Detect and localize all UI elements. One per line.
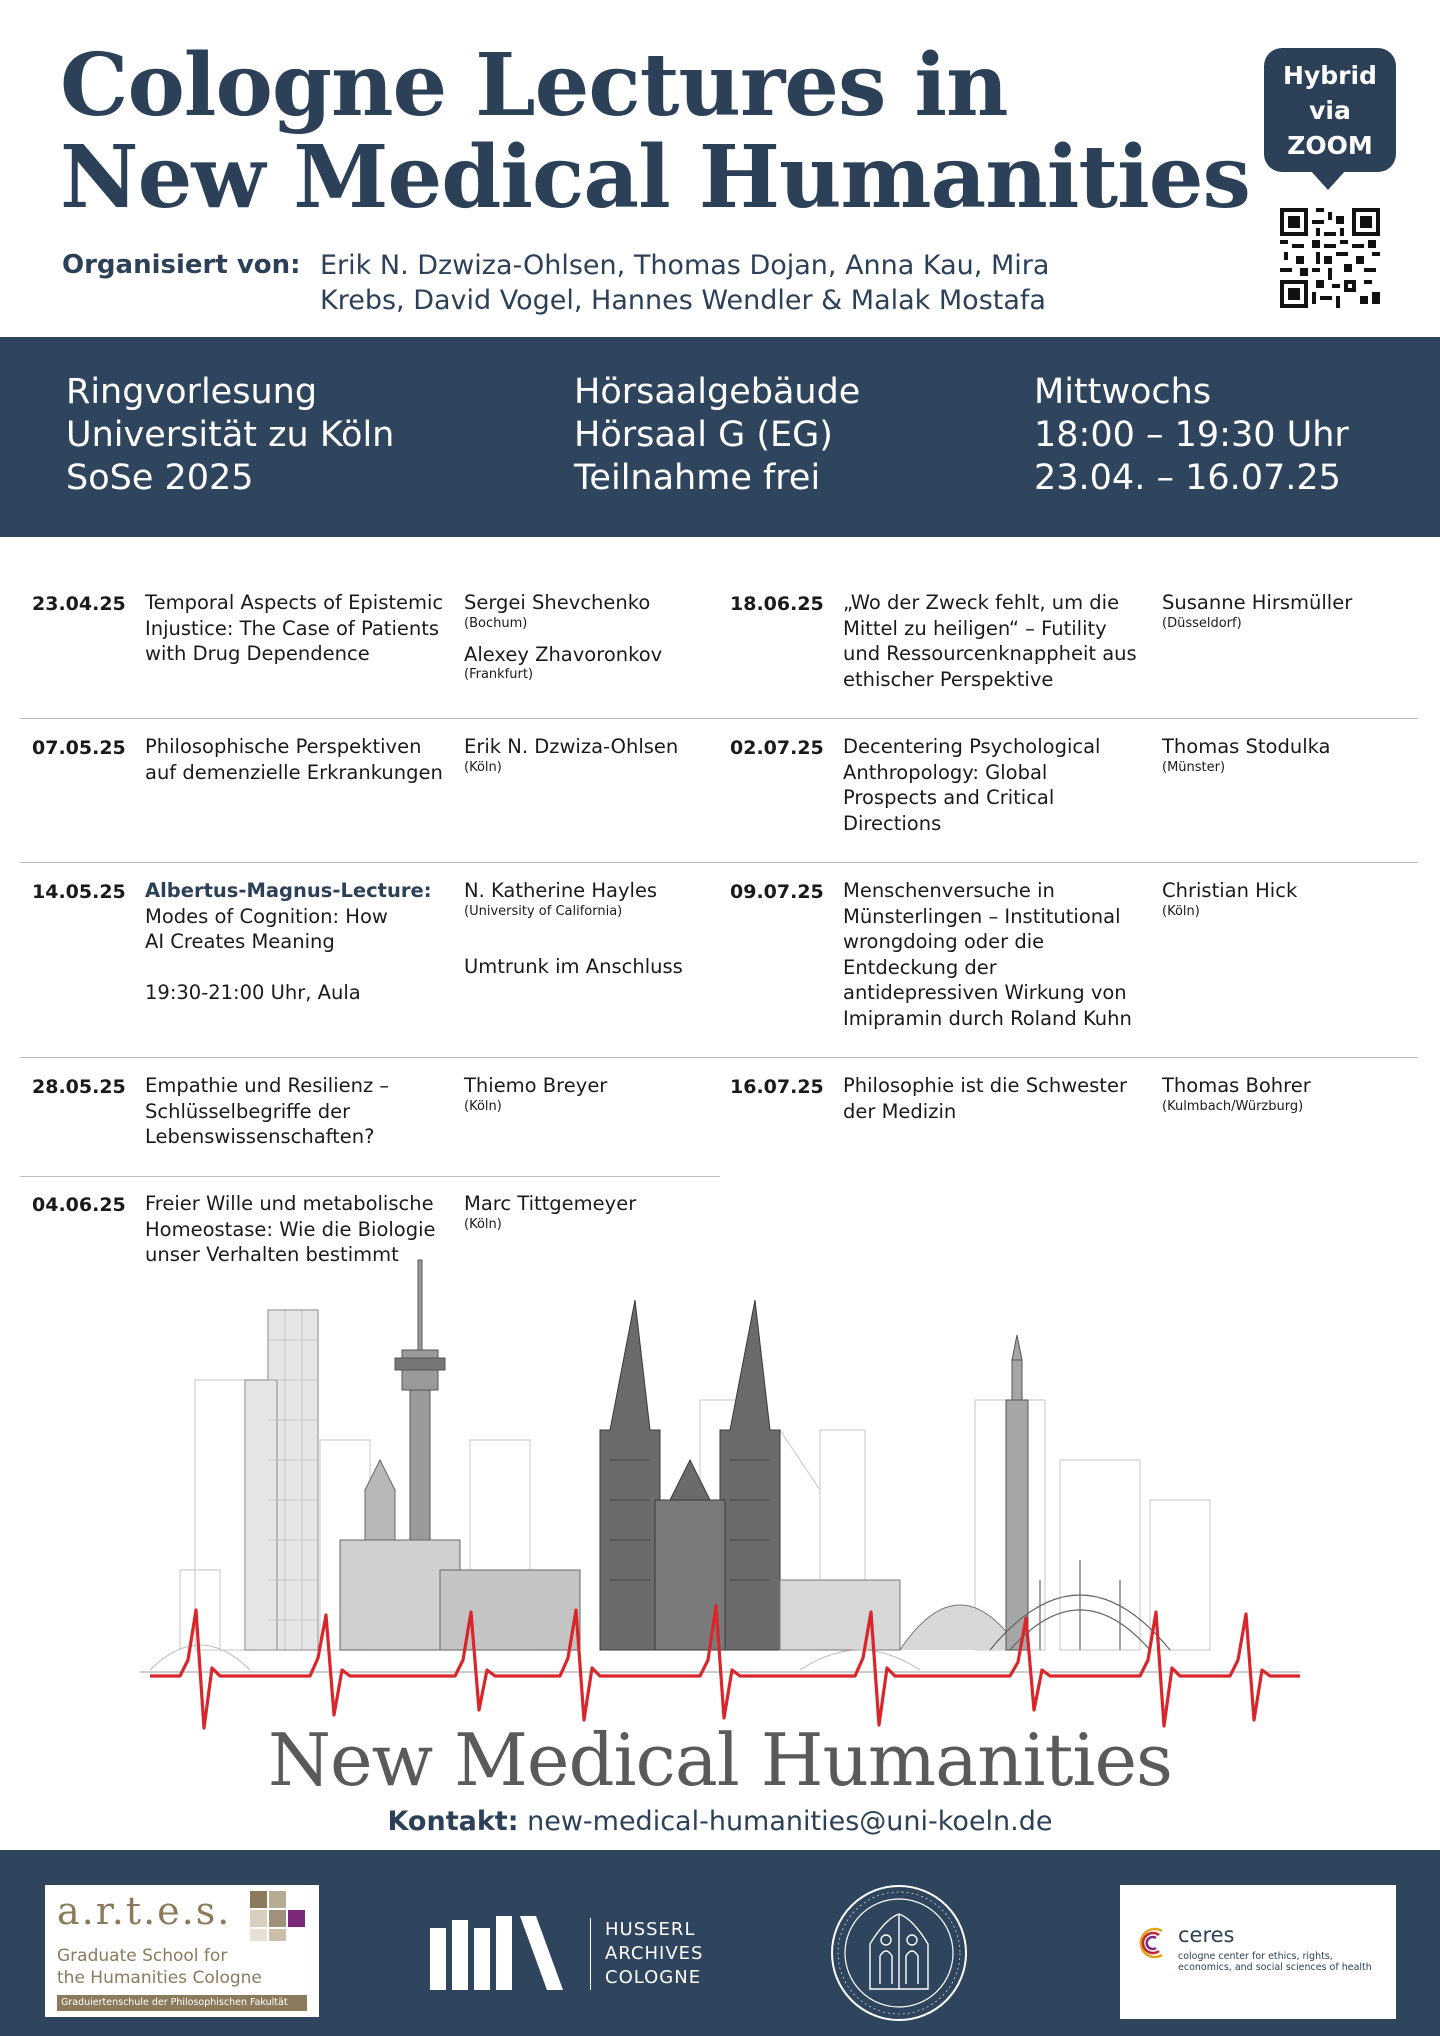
entry-date: 28.05.25	[32, 1076, 126, 1098]
ceres-name: ceres	[1178, 1923, 1235, 1947]
contact-email-link[interactable]: new-medical-humanities@uni-koeln.de	[527, 1806, 1053, 1837]
ceres-logo[interactable]	[1120, 1885, 1396, 2019]
artes-wordmark: a.r.t.e.s.	[57, 1889, 232, 1933]
entry-speakers	[464, 1191, 704, 1243]
husserl-archives-logo[interactable]	[590, 1918, 703, 1990]
ceres-rings-icon	[1132, 1923, 1172, 1963]
info-time-line: 23.04. – 16.07.25	[1034, 458, 1341, 498]
speaker-affiliation: (Kulmbach/Würzburg)	[1162, 1098, 1304, 1114]
badge-line-3: ZOOM	[1287, 130, 1373, 160]
husserl-books-icon	[428, 1914, 568, 1990]
speaker-name: N. Katherine Hayles	[464, 879, 658, 902]
artes-subtitle-line: Graduate School for	[57, 1946, 228, 1966]
speaker-name: Alexey Zhavoronkov	[464, 642, 663, 666]
info-location-line: Hörsaal G (EG)	[574, 415, 833, 455]
husserl-line: COLOGNE	[605, 1967, 702, 1988]
entry-date: 04.06.25	[32, 1194, 126, 1216]
info-series-line: SoSe 2025	[66, 458, 254, 498]
entry-date: 18.06.25	[730, 593, 824, 615]
entry-divider	[20, 1057, 720, 1058]
entry-divider	[720, 862, 1418, 863]
sponsor-footer	[0, 1850, 1440, 2036]
speaker-name: Thomas Bohrer	[1162, 1074, 1311, 1097]
info-location	[574, 371, 860, 500]
entry-speakers	[464, 734, 704, 786]
info-series-line: Universität zu Köln	[66, 415, 395, 455]
entry-speakers	[464, 590, 704, 693]
speaker-affiliation: (Bochum)	[464, 615, 528, 631]
contact-line	[0, 1806, 1440, 1837]
entry-speakers	[464, 1073, 704, 1125]
speaker-affiliation: (Frankfurt)	[464, 667, 534, 682]
entry-date: 07.05.25	[32, 737, 126, 759]
info-time-line: 18:00 – 19:30 Uhr	[1034, 415, 1349, 455]
speaker-name: Christian Hick	[1162, 879, 1298, 902]
organizers-label: Organisiert von:	[62, 250, 301, 280]
entry-date: 16.07.25	[730, 1076, 824, 1098]
entry-speakers	[1162, 590, 1382, 642]
info-location-line: Hörsaalgebäude	[574, 372, 861, 412]
speaker-name: Thomas Stodulka	[1162, 735, 1331, 758]
speaker-name: Susanne Hirsmüller	[1162, 591, 1353, 614]
speaker-affiliation: (Münster)	[1162, 759, 1226, 775]
title-line-1: Cologne Lectures in	[60, 35, 1008, 136]
entry-divider	[720, 718, 1418, 719]
entry-date: 14.05.25	[32, 881, 126, 903]
info-series-line: Ringvorlesung	[66, 372, 318, 412]
artes-squares-icon	[250, 1891, 310, 1943]
entry-title: Temporal Aspects of Epistemic Injustice: The Case of Patients with Drug Dependence	[145, 591, 444, 665]
entry-divider	[20, 718, 720, 719]
qr-code-icon[interactable]	[1280, 208, 1380, 308]
ceres-description: cologne center for ethics, rights, economics, and social sciences of health	[1178, 1951, 1372, 1973]
speaker-affiliation: (Köln)	[464, 759, 502, 775]
organizers-line-1: Erik N. Dzwiza-Ohlsen, Thomas Dojan, Anna Kau, Mira	[320, 250, 1050, 281]
entry-title: Modes of Cognition: How AI Creates Meaning	[145, 904, 388, 953]
artes-logo[interactable]	[45, 1885, 319, 2017]
entry-title: Decentering Psychological Anthropology: Global Prospects and Critical Directions	[843, 735, 1101, 835]
speaker-affiliation: (Köln)	[1162, 903, 1200, 919]
entry-speakers	[1162, 1073, 1382, 1125]
artes-subtitle	[57, 1945, 262, 1989]
artes-bar: Graduiertenschule der Philosophischen Fakultät	[57, 1995, 307, 2011]
husserl-line: HUSSERL	[605, 1919, 696, 1940]
university-seal-icon[interactable]	[830, 1884, 968, 2022]
info-series	[66, 371, 394, 500]
organizers-line-2: Krebs, David Vogel, Hannes Wendler & Malak Mostafa	[320, 285, 1046, 316]
info-band	[0, 337, 1440, 537]
entry-title: Philosophie ist die Schwester der Medizin	[843, 1074, 1127, 1123]
cologne-skyline-illustration	[140, 1240, 1300, 1740]
entry-speakers	[1162, 878, 1382, 930]
entry-title: „Wo der Zweck fehlt, um die Mittel zu heiligen“ – Futility und Ressourcenknappheit aus ethischer Perspektive	[843, 591, 1137, 691]
poster-title	[60, 35, 1250, 228]
entry-date: 09.07.25	[730, 881, 824, 903]
speaker-affiliation: (Düsseldorf)	[1162, 615, 1242, 631]
info-location-line: Teilnahme frei	[574, 458, 821, 498]
entry-divider	[20, 1176, 720, 1177]
badge-line-1: Hybrid	[1283, 60, 1377, 90]
entry-date: 23.04.25	[32, 593, 126, 615]
speaker-name: Sergei Shevchenko	[464, 591, 651, 614]
entry-title: Menschenversuche in Münsterlingen – Institutional wrongdoing oder die Entdeckung der antidepressiven Wirkung von Imipramin durch Roland Kuhn	[843, 879, 1132, 1030]
entry-note: 19:30-21:00 Uhr, Aula	[145, 980, 361, 1004]
speaker-affiliation: (Köln)	[464, 1216, 502, 1232]
entry-title-block	[145, 878, 445, 1005]
hybrid-zoom-badge	[1264, 48, 1396, 172]
entry-speakers	[1162, 734, 1382, 786]
speaker-affiliation: (Köln)	[464, 1098, 502, 1114]
speaker-name: Thiemo Breyer	[464, 1074, 608, 1097]
contact-label: Kontakt:	[387, 1806, 519, 1837]
speaker-name: Erik N. Dzwiza-Ohlsen	[464, 735, 679, 758]
speaker-affiliation: (University of California)	[464, 903, 623, 919]
entry-divider	[20, 862, 720, 863]
organizers-list	[320, 248, 1080, 318]
info-time-line: Mittwochs	[1034, 372, 1212, 412]
speaker-name: Marc Tittgemeyer	[464, 1192, 637, 1215]
husserl-line: ARCHIVES	[605, 1943, 704, 1964]
info-time	[1034, 371, 1349, 500]
entry-divider	[720, 1057, 1418, 1058]
entry-title: Empathie und Resilienz – Schlüsselbegriffe der Lebenswissenschaften?	[145, 1074, 390, 1148]
entry-title: Freier Wille und metabolische Homeostase: Wie die Biologie unser Verhalten bestimmt	[145, 1192, 436, 1266]
badge-line-2: via	[1309, 95, 1351, 125]
speaker-note: Umtrunk im Anschluss	[464, 954, 683, 978]
title-line-2: New Medical Humanities	[60, 127, 1250, 228]
artes-subtitle-line: the Humanities Cologne	[57, 1968, 262, 1988]
bottom-title: New Medical Humanities	[267, 1718, 1172, 1802]
entry-speakers	[464, 878, 704, 979]
entry-date: 02.07.25	[730, 737, 824, 759]
lecture-label: Albertus-Magnus-Lecture:	[145, 879, 432, 902]
entry-title: Philosophische Perspektiven auf demenzielle Erkrankungen	[145, 735, 443, 784]
